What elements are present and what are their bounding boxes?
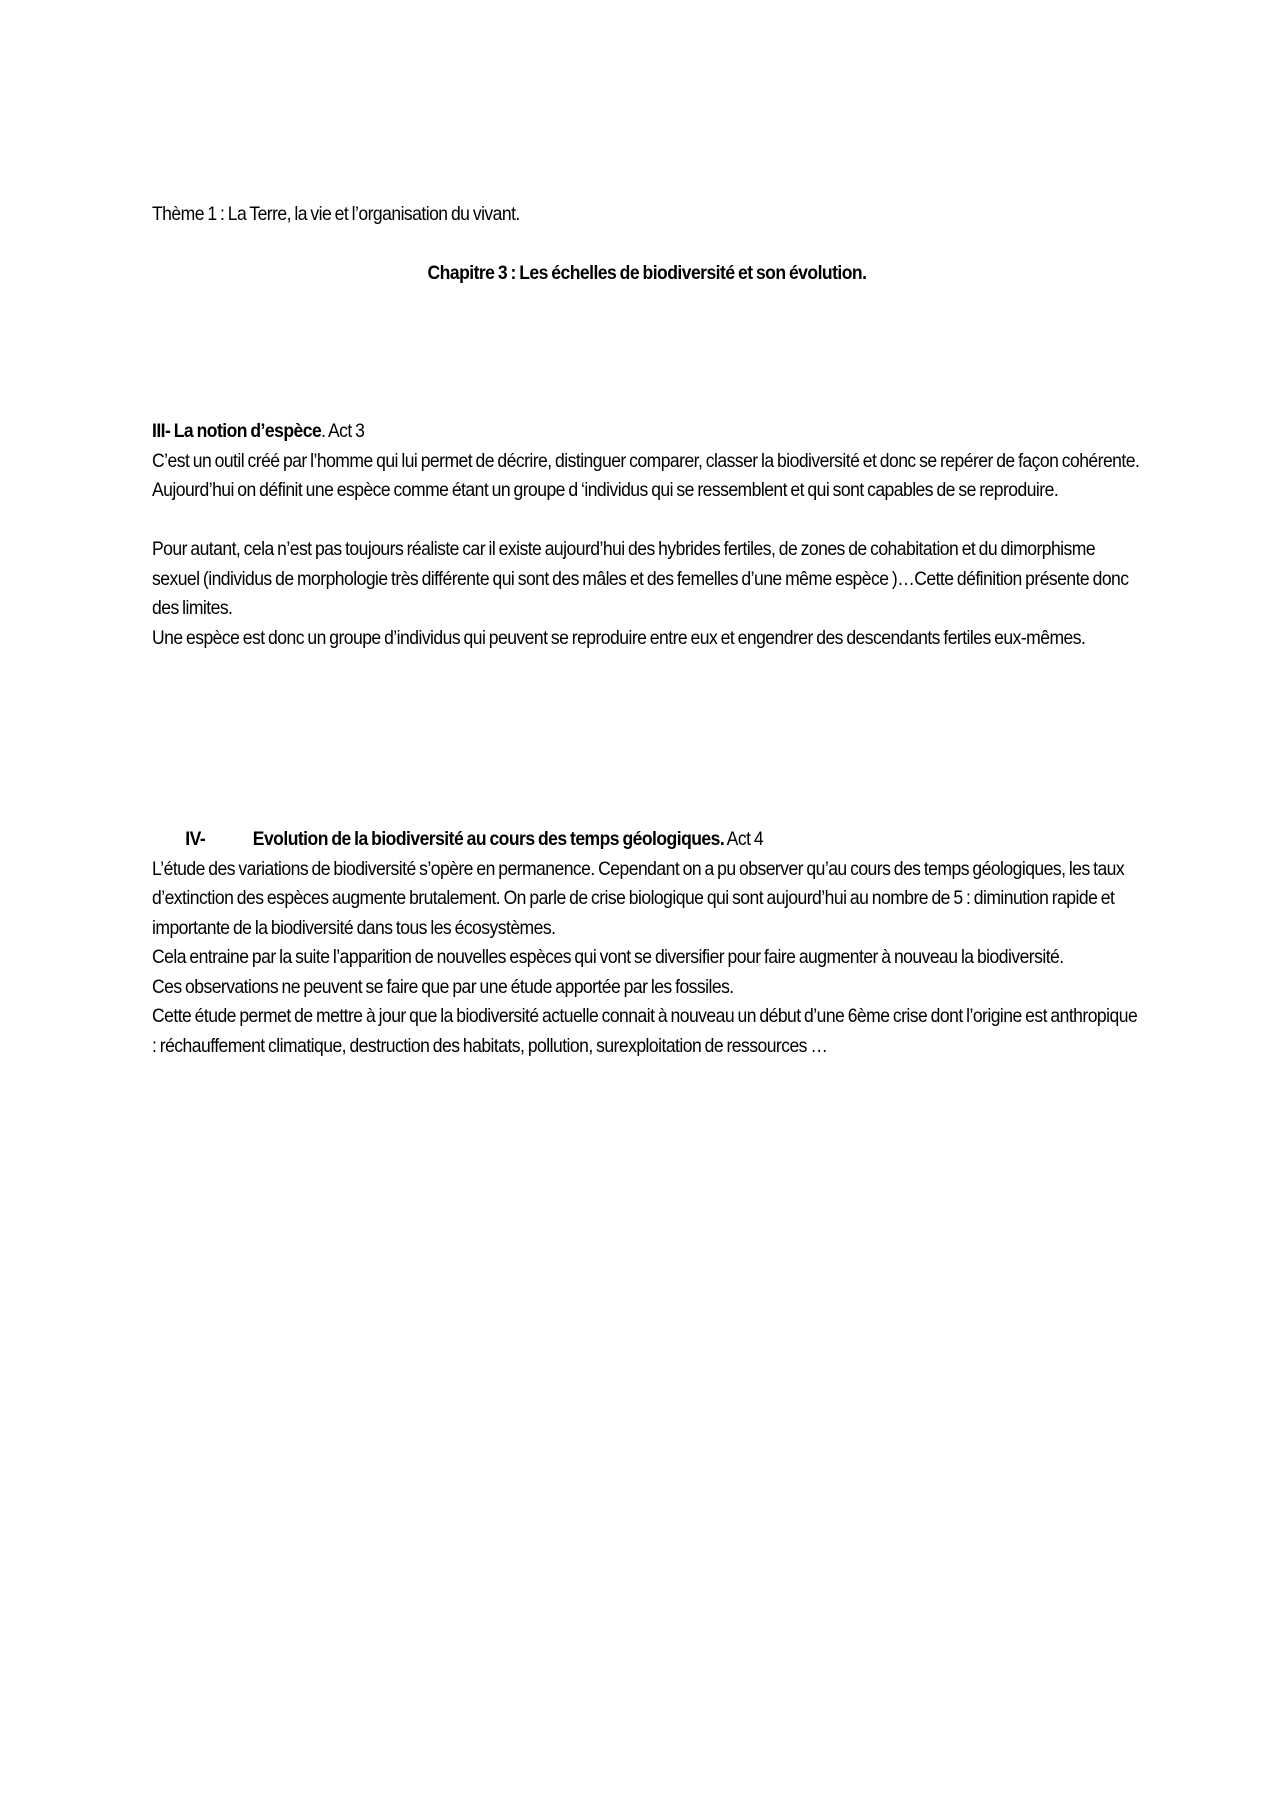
- chapter-title: Chapitre 3 : Les échelles de biodiversité et son évolution.: [427, 262, 867, 284]
- paragraph: C’est un outil créé par l’homme qui lui permet de décrire, distinguer comparer, classer la biodiversité et donc se repérer de façon cohérente.: [152, 449, 1140, 472]
- paragraph: Aujourd’hui on définit une espèce comme étant un groupe d ‘individus qui se ressemblent et qui sont capables de se reproduire.: [152, 479, 1059, 501]
- paragraph: L’étude des variations de biodiversité s’opère en permanence. Cependant on a pu observer qu’au cours des temps géologiques, les taux d’extinction des espèces augmente brutalement. On parle de crise biologique qui sont aujourd’hui au nombre de 5 : diminution rapide et importante de la biodiversité dans tous les écosystèmes.: [152, 857, 1125, 939]
- paragraph: Cela entraine par la suite l’apparition de nouvelles espèces qui vont se diversifier pour faire augmenter à nouveau la biodiversité.: [152, 946, 1064, 968]
- section-evolution-title: Evolution de la biodiversité au cours des temps géologiques.: [252, 828, 725, 850]
- section-evolution-number: IV-: [185, 828, 206, 850]
- section-species: [152, 417, 1142, 653]
- section-species-title: III- La notion d’espèce: [152, 420, 322, 442]
- paragraph: Ces observations ne peuvent se faire que par une étude apportée par les fossiles.: [152, 975, 734, 998]
- section-evolution-heading: [152, 825, 1142, 855]
- section-evolution: [152, 825, 1142, 1061]
- paragraph: Pour autant, cela n’est pas toujours réaliste car il existe aujourd’hui des hybrides fertiles, de zones de cohabitation et du dimorphisme sexuel (individus de morphologie très différente qui sont des mâles et des femelles d’une même espèce )…Cette définition présente donc des limites.: [152, 538, 1129, 619]
- section-evolution-activity: Act 4: [724, 828, 764, 850]
- section-species-activity: . Act 3: [321, 420, 365, 442]
- theme-line: Thème 1 : La Terre, la vie et l’organisation du vivant.: [152, 203, 520, 225]
- paragraph: Une espèce est donc un groupe d’individus qui peuvent se reproduire entre eux et engendrer des descendants fertiles eux-mêmes.: [152, 626, 1086, 649]
- spacer: [152, 506, 1142, 536]
- paragraph: Cette étude permet de mettre à jour que la biodiversité actuelle connait à nouveau un début d’une 6ème crise dont l’origine est anthropique : réchauffement climatique, destruction des habitats, pollution, surexploitation de ressources …: [152, 1005, 1138, 1057]
- section-species-heading: [152, 417, 1142, 447]
